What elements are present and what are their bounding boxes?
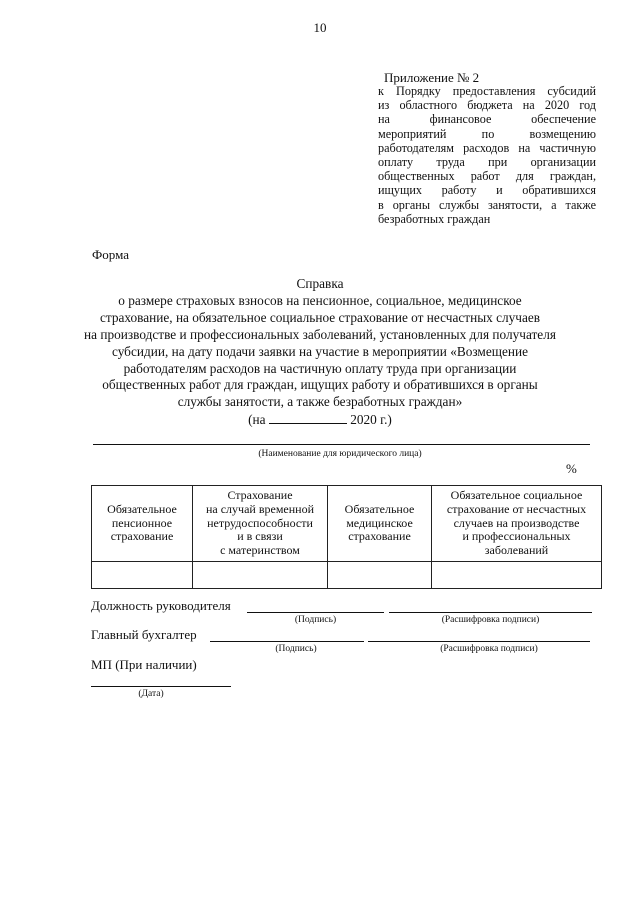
table-header-row [92, 486, 602, 562]
annex-line: к Порядку предоставления субсидий [378, 84, 596, 98]
document-header [60, 276, 580, 429]
annex-line: оплату труда при организации [378, 154, 596, 169]
annex-line: безработных граждан [378, 211, 491, 226]
document-subtitle-line: общественных работ для граждан, ищущих работу и обратившихся в органы [102, 377, 538, 393]
annex-description [378, 84, 596, 226]
annex-line: в органы службы занятости, а также [378, 197, 596, 212]
form-label: Форма [92, 247, 129, 262]
annex-line: из областного бюджета на 2020 год [378, 98, 596, 113]
annex-line: общественных работ для граждан, [378, 169, 596, 184]
cell-medical-value[interactable] [328, 562, 432, 589]
annex-title: Приложение № 2 [384, 70, 480, 85]
accountant-decoding-field[interactable] [368, 641, 590, 642]
document-subtitle-line: о размере страховых взносов на пенсионное, социальное, медицинское [118, 292, 522, 308]
percent-sign: % [566, 461, 577, 476]
insurance-rates-table [91, 485, 602, 589]
org-name-field[interactable] [93, 444, 590, 445]
annex-line: ищущих работу и обратившихся [378, 183, 596, 198]
cell-disability-value[interactable] [193, 562, 328, 589]
director-signature-caption: (Подпись) [294, 615, 337, 625]
document-subtitle-line: на производстве и профессиональных заболеваний, установленных для получателя [84, 326, 556, 342]
accountant-signature-caption: (Подпись) [275, 644, 317, 654]
cell-accident-value[interactable] [432, 562, 602, 589]
header-medical-insurance [328, 486, 432, 562]
director-decoding-field[interactable] [389, 612, 592, 613]
date-caption: (Дата) [138, 689, 164, 699]
header-medical-insurance-text: Обязательное медицинское страхование [344, 501, 415, 544]
director-label: Должность руководителя [91, 598, 231, 613]
header-accident-insurance [432, 486, 602, 562]
page-number: 10 [313, 20, 327, 35]
accountant-label: Главный бухгалтер [91, 627, 197, 642]
cell-pension-value[interactable] [92, 562, 193, 589]
document-subtitle-line: страхование, на обязательное социальное страхование от несчастных случаев [99, 309, 541, 325]
accountant-decoding-caption: (Расшифровка подписи) [440, 644, 538, 654]
date-blank-field[interactable] [269, 411, 347, 424]
accountant-signature-field[interactable] [210, 641, 364, 642]
date-line [60, 411, 580, 429]
director-decoding-caption: (Расшифровка подписи) [441, 615, 540, 625]
stamp-label: МП (При наличии) [91, 657, 197, 672]
header-pension-insurance-text: Обязательное пенсионное страхование [107, 501, 177, 544]
annex-line: работодателям расходов на частичную [378, 140, 596, 155]
document-subtitle-line: субсидии, на дату подачи заявки на участие в мероприятии «Возмещение [111, 343, 529, 359]
header-accident-insurance-text: Обязательное социальное страхование от несчастных случаев на производстве и профессиональных заболеваний [446, 488, 587, 558]
document-subtitle-line: службы занятости, а также безработных граждан» [177, 394, 463, 410]
date-field[interactable] [91, 686, 231, 687]
header-disability-maternity-insurance-text: Страхование на случай временной нетрудоспособности и в связи с материнством [205, 488, 315, 558]
table-row [92, 562, 602, 589]
header-disability-maternity-insurance [193, 486, 328, 562]
annex-line: мероприятий по возмещению [378, 126, 596, 141]
date-prefix: (на [248, 412, 266, 428]
header-pension-insurance [92, 486, 193, 562]
document-subtitle-line: работодателям расходов на частичную оплату труда при организации [123, 360, 517, 376]
annex-line: на финансовое обеспечение [378, 112, 596, 127]
document-title: Справка [296, 276, 344, 291]
director-signature-field[interactable] [247, 612, 384, 613]
date-suffix: 2020 г.) [350, 412, 392, 428]
org-name-caption: (Наименование для юридического лица) [258, 449, 422, 459]
